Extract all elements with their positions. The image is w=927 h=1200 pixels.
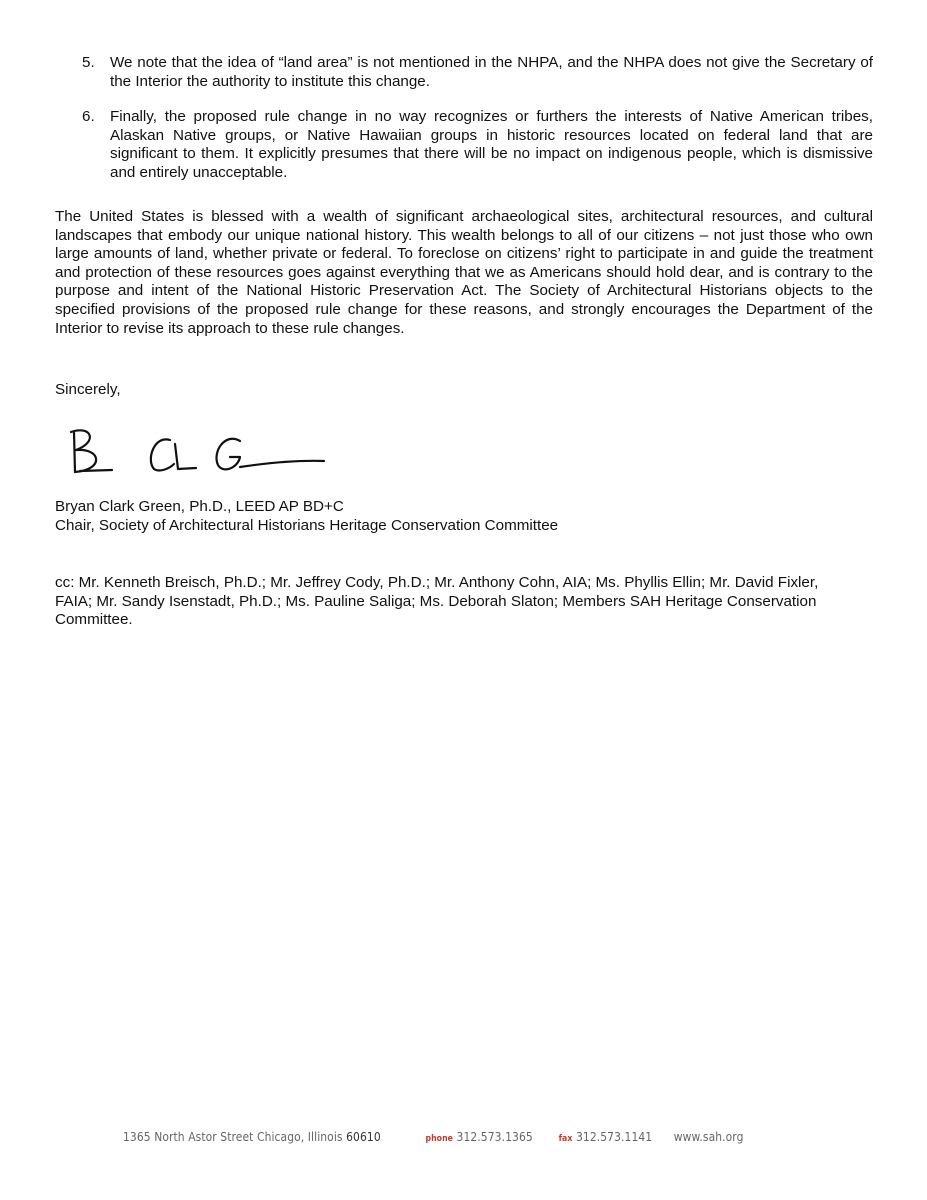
signer-name: Bryan Clark Green, Ph.D., LEED AP BD+C — [55, 498, 344, 515]
signature-block — [55, 497, 558, 535]
letterhead-footer — [123, 1129, 744, 1144]
footer-website-link[interactable]: www.sah.org — [673, 1129, 744, 1144]
numbered-list — [80, 54, 873, 199]
footer-phone: 312.573.1365 — [456, 1129, 533, 1144]
closing-salutation: Sincerely, — [55, 381, 121, 398]
list-item-text: Finally, the proposed rule change in no way recognizes or furthers the interests of Native American tribes, Alaskan Native groups, or Native Hawaiian groups in historic resources located on federal land that are significant to them. It explicitly presumes that there will be no impact on indigenous people, which is dismissive and entirely unacceptable. — [110, 108, 873, 181]
list-item-number: 5. — [82, 54, 95, 71]
footer-zip: 60610 — [346, 1129, 381, 1144]
body-paragraph: The United States is blessed with a wealth of significant archaeological sites, architectural resources, and cultural landscapes that embody our unique national history. This wealth belongs to all of our citizens – not just those who own large amounts of land, whether private or federal. To foreclose on citizens’ right to participate in and guide the treatment and protection of these resources goes against everything that we as Americans should hold dear, and is contrary to the purpose and intent of the National Historic Preservation Act. The Society of Architectural Historians objects to the specified provisions of the proposed rule change for these reasons, and strongly encourages the Department of the Interior to revise its approach to these rule changes. — [55, 208, 873, 337]
footer-fax: 312.573.1141 — [575, 1129, 653, 1144]
footer-phone-label: phone — [425, 1134, 454, 1144]
list-item — [80, 108, 873, 182]
list-item-text: We note that the idea of “land area” is not mentioned in the NHPA, and the NHPA does not give the Secretary of the Interior the authority to institute this change. — [110, 54, 873, 90]
handwritten-signature — [62, 420, 332, 480]
list-item-number: 6. — [82, 108, 95, 125]
signer-title: Chair, Society of Architectural Historians Heritage Conservation Committee — [55, 517, 559, 534]
footer-fax-label: fax — [558, 1134, 573, 1144]
footer-address: 1365 North Astor Street Chicago, Illinois — [123, 1129, 343, 1144]
cc-list: cc: Mr. Kenneth Breisch, Ph.D.; Mr. Jeffrey Cody, Ph.D.; Mr. Anthony Cohn, AIA; Ms. Phyllis Ellin; Mr. David Fixler, FAIA; Mr. Sandy Isenstadt, Ph.D.; Ms. Pauline Saliga; Ms. Deborah Slaton; Members SAH Heritage Conservation Committee. — [55, 574, 819, 628]
list-item — [80, 54, 873, 91]
